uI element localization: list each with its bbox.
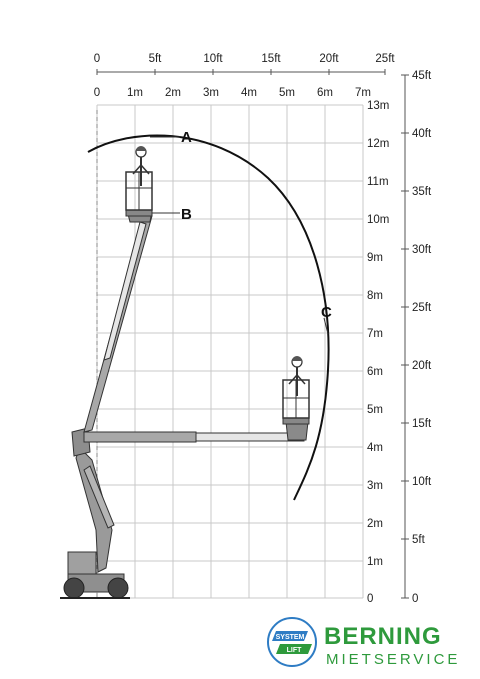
feet-tick-label: 20ft: [319, 53, 339, 65]
height-m-label: 8m: [367, 290, 383, 302]
meter-axis-top: [94, 87, 371, 99]
height-m-label: 13m: [367, 100, 390, 112]
upper-boom-horizontal: [84, 432, 196, 442]
lift-wheel: [64, 578, 84, 598]
badge-bottom-text: LIFT: [286, 647, 302, 654]
height-m-label: 0: [367, 593, 374, 605]
meter-tick-label: 4m: [241, 87, 257, 99]
meter-tick-label: 1m: [127, 87, 143, 99]
badge-top-text: SYSTEM: [275, 634, 305, 641]
height-m-label: 12m: [367, 138, 390, 150]
height-m-label: 11m: [367, 176, 389, 188]
height-m-label: 4m: [367, 442, 383, 454]
meter-tick-label: 2m: [165, 87, 181, 99]
marker-b-label: B: [181, 206, 192, 223]
upper-boom-horizontal-head: [286, 422, 308, 440]
height-m-label: 7m: [367, 328, 383, 340]
height-m-label: 9m: [367, 252, 383, 264]
grid: [97, 105, 363, 598]
feet-tick-label: 15ft: [261, 53, 281, 65]
working-envelope-curve: [88, 135, 329, 500]
height-ft-label: 5ft: [412, 534, 425, 546]
operator-helmet: [136, 146, 146, 151]
feet-tick-label: 0: [93, 53, 101, 65]
feet-tick-label: 10ft: [203, 53, 223, 65]
marker-a-label: A: [181, 129, 192, 146]
logo-subtitle: MIETSERVICE: [326, 651, 461, 668]
meter-tick-label: 5m: [279, 87, 295, 99]
height-ft-label: 10ft: [412, 476, 432, 488]
height-ft-label: 25ft: [412, 302, 432, 314]
height-ft-label: 35ft: [412, 186, 432, 198]
height-axis-meters: [367, 100, 389, 605]
upper-boom-raised-tube: [104, 222, 146, 360]
height-ft-label: 15ft: [412, 418, 432, 430]
system-lift-badge: [268, 618, 316, 666]
meter-tick-label: 3m: [203, 87, 219, 99]
feet-tick-label: 5ft: [148, 53, 162, 65]
meter-tick-label: 7m: [355, 87, 371, 99]
height-ft-label: 20ft: [412, 360, 432, 372]
feet-axis-top: [94, 53, 396, 75]
height-ft-label: 0: [412, 593, 419, 605]
height-axis-feet: [401, 70, 432, 605]
meter-tick-label: 0: [93, 87, 101, 99]
height-m-label: 1m: [367, 556, 383, 568]
berning-logo: [268, 618, 460, 668]
feet-tick-label: 25ft: [375, 53, 395, 65]
height-ft-label: 30ft: [412, 244, 432, 256]
meter-tick-label: 6m: [317, 87, 333, 99]
lift-counterweight: [68, 552, 96, 574]
height-m-label: 10m: [367, 214, 390, 226]
height-m-label: 3m: [367, 480, 383, 492]
height-m-label: 2m: [367, 518, 383, 530]
height-m-label: 6m: [367, 366, 383, 378]
height-m-label: 5m: [367, 404, 383, 416]
marker-c-label: C: [321, 304, 332, 321]
logo-brand-name: BERNING: [324, 623, 442, 650]
lift-wheel: [108, 578, 128, 598]
height-ft-label: 40ft: [412, 128, 432, 140]
height-ft-label: 45ft: [412, 70, 432, 82]
operator-helmet: [292, 356, 302, 361]
